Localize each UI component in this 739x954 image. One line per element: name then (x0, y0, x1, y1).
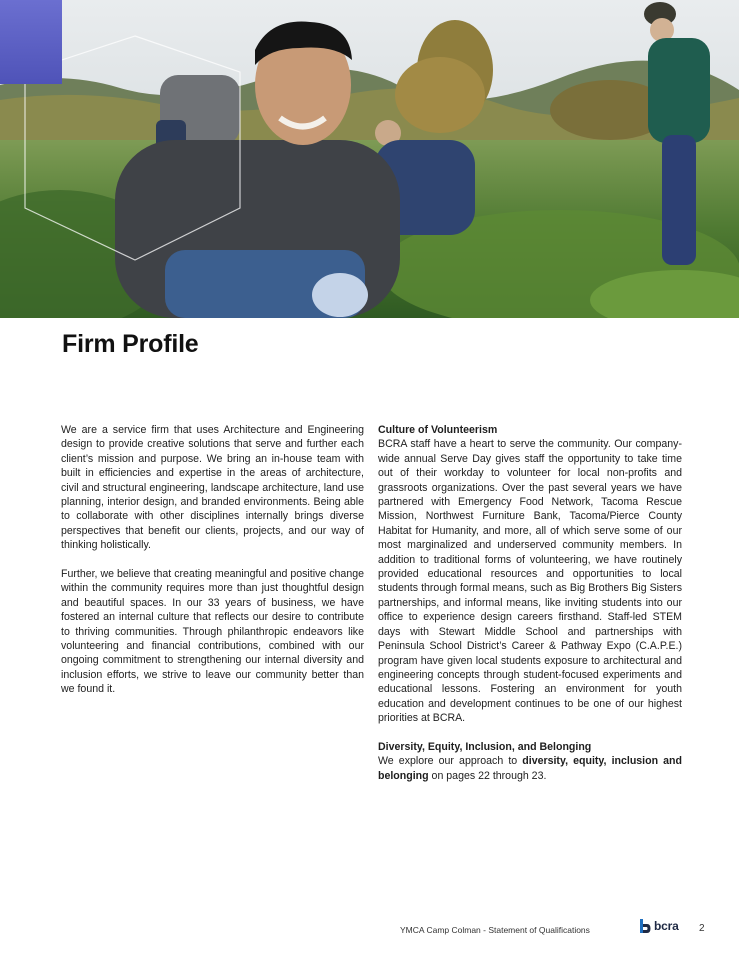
hero-photo (0, 0, 739, 318)
farm-photo-illustration (0, 0, 739, 318)
community-paragraph: Further, we believe that creating meaningful and positive change within the community requires more than just thoughtful design and beautiful spaces. In our 33 years of business, we have fostered an internal culture that reflects our desire to contribute to thriving communities. Through philanthropic endeavors like volunteering and financial contributions, combined with our ongoing commitment to strengthening our internal diversity and inclusion efforts, we strive to leave our community better than we found it. (61, 568, 364, 696)
bcra-logo-icon (640, 919, 651, 933)
deib-text-post: on pages 22 through 23. (428, 769, 547, 782)
right-column (378, 423, 682, 783)
volunteerism-heading: Culture of Volunteerism (378, 424, 498, 436)
logo-text: bcra (654, 919, 679, 933)
deib-heading: Diversity, Equity, Inclusion, and Belonging (378, 740, 592, 753)
accent-bar (0, 0, 62, 84)
page-title: Firm Profile (62, 330, 199, 358)
left-column (61, 423, 364, 697)
deib-text-bold: diversity, equity, inclusion and belonging (378, 755, 683, 782)
footer-title: YMCA Camp Colman - Statement of Qualifications (400, 925, 590, 935)
intro-paragraph: We are a service firm that uses Architecture and Engineering design to provide creative solutions that serve and further each client’s mission and purpose. We bring an in-house team with built in efficiencies and expertise in the areas of architecture, civil and structural engineering, landscape architecture, land use planning, interior design, and branded environments. Being able to collaborate with other disciplines internally brings diverse perspectives that benefit our clients, projects, and our way of thinking holistically. (61, 424, 364, 552)
deib-paragraph (378, 754, 682, 783)
deib-text-pre: We explore our approach to (378, 755, 523, 768)
bcra-logo (640, 919, 679, 933)
page-number: 2 (699, 923, 705, 934)
volunteerism-paragraph: BCRA staff have a heart to serve the community. Our company-wide annual Serve Day gives staff the opportunity to take time out of their workday to volunteer for local non-profits and grassroots organizations. Over the past several years we have partnered with Emergency Food Network, Tacoma Rescue Mission, Northwest Furniture Bank, Tacoma/Pierce County Habitat for Humanity, and more, all of which serve some of our most marginalized and underserved community members. In addition to traditional forms of volunteering, we have routinely provided educational resources and opportunities to local students through formal means, such as Big Brothers Big Sisters partnerships, and informal means, like inviting students into our office to experience design careers firsthand. Staff-led STEM days with Stewart Middle School and partnerships with Peninsula School District’s Career & Pathway Expo (C.A.P.E.) program have given local students exposure to architectural and engineering concepts through student-focused experiments and educational lessons. Fostering an environment for youth education and development continues to be one of our highest priorities at BCRA. (378, 438, 682, 725)
